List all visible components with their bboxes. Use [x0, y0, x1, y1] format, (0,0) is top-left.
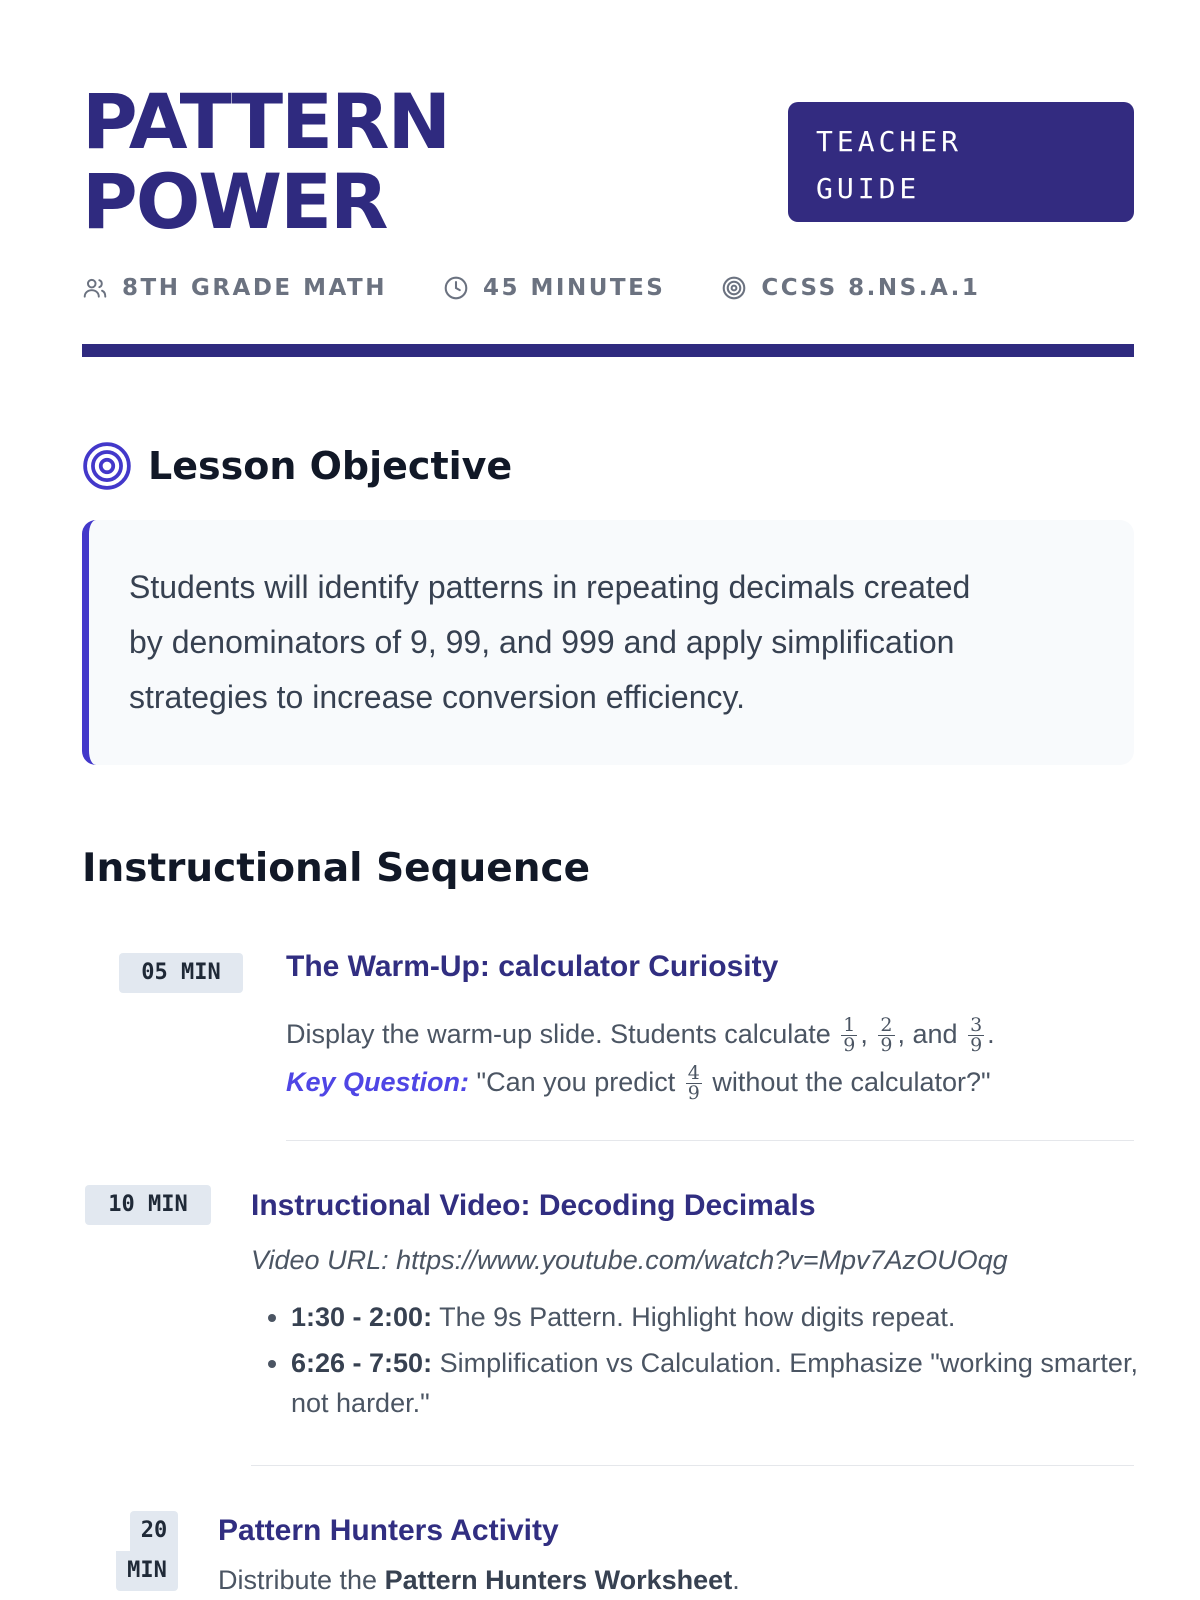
fraction-numerator: 2	[880, 1014, 893, 1037]
step-2-title: Instructional Video: Decoding Decimals	[251, 1189, 816, 1222]
worksheet-name: Pattern Hunters Worksheet	[384, 1565, 733, 1595]
meta-standard-label: CCSS 8.NS.A.1	[761, 275, 981, 301]
meta-grade-label: 8TH GRADE MATH	[122, 275, 387, 301]
fraction-denominator: 9	[843, 1034, 856, 1057]
step-divider	[251, 1465, 1134, 1466]
fraction-numerator: 4	[687, 1062, 700, 1085]
timestamp-note: The 9s Pattern. Highlight how digits repeat.	[439, 1302, 956, 1332]
objective-text-line-2: by denominators of 9, 99, and 999 and apply simplification	[129, 624, 955, 660]
step-3-title: Pattern Hunters Activity	[218, 1514, 559, 1547]
header	[82, 0, 1134, 260]
fraction-numerator: 3	[970, 1014, 983, 1037]
meta-duration-label: 45 MINUTES	[483, 275, 666, 301]
fraction-denominator: 9	[880, 1034, 893, 1057]
video-url[interactable]: Video URL: https://www.youtube.com/watch?v=Mpv7AzOUOqg	[251, 1245, 1008, 1275]
fraction-denominator: 9	[970, 1034, 983, 1057]
title-line-1: PATTERN	[82, 77, 450, 166]
step-1-body	[286, 1010, 995, 1106]
sentence-end: .	[987, 1019, 995, 1049]
sentence-end: .	[732, 1565, 740, 1595]
target-icon	[82, 441, 132, 491]
meta-standard	[721, 275, 980, 301]
step-1-duration-tag: 05 MIN	[119, 953, 243, 993]
objective-heading	[82, 436, 512, 496]
timestamp-note: Simplification vs Calculation. Emphasize "working smarter, not harder."	[291, 1348, 1138, 1418]
fraction-numerator: 1	[843, 1014, 856, 1037]
key-question-label: Key Question:	[286, 1067, 470, 1097]
fraction-separator: ,	[860, 1019, 868, 1049]
objective-text-line-1: Students will identify patterns in repeating decimals created	[129, 569, 971, 605]
target-icon	[721, 275, 747, 301]
fraction-3-9	[968, 1016, 984, 1055]
badge-line-1: TEACHER	[816, 125, 963, 158]
step-3-duration-tag-bottom: MIN	[116, 1551, 178, 1591]
lesson-meta	[82, 270, 1036, 306]
timestamp-range: 6:26 - 7:50:	[291, 1348, 433, 1378]
objective-text-line-3: strategies to increase conversion efficiency.	[129, 679, 746, 715]
fraction-denominator: 9	[687, 1082, 700, 1105]
page-title	[82, 77, 450, 246]
timestamp-range: 1:30 - 2:00:	[291, 1302, 433, 1332]
timestamp-item	[291, 1297, 1174, 1337]
meta-duration	[443, 275, 665, 301]
key-question-suffix: without the calculator?"	[712, 1067, 991, 1097]
video-timestamps	[251, 1297, 1174, 1429]
key-question-text: "Can you predict	[476, 1067, 676, 1097]
users-icon	[82, 275, 108, 301]
meta-grade	[82, 275, 387, 301]
timestamp-item	[291, 1343, 1174, 1423]
header-divider	[82, 344, 1134, 357]
badge-line-2: GUIDE	[816, 172, 921, 205]
fraction-4-9	[686, 1064, 702, 1103]
fraction-1-9	[841, 1016, 857, 1055]
step-divider	[286, 1140, 1134, 1141]
step-1-title: The Warm-Up: calculator Curiosity	[286, 950, 779, 983]
clock-icon	[443, 275, 469, 301]
objective-title: Lesson Objective	[148, 444, 513, 488]
step-1-line-1-text: Display the warm-up slide. Students calculate	[286, 1019, 831, 1049]
step-3-body-text: Distribute the	[218, 1565, 378, 1595]
fraction-2-9	[878, 1016, 894, 1055]
objective-box	[82, 520, 1134, 765]
sequence-heading: Instructional Sequence	[82, 846, 591, 891]
fraction-separator: , and	[897, 1019, 958, 1049]
step-1-line-1	[286, 1010, 995, 1058]
teacher-guide-badge	[788, 102, 1134, 222]
step-3-duration-tag-top: 20	[130, 1511, 178, 1551]
title-line-2: POWER	[82, 157, 387, 246]
step-1-line-2	[286, 1058, 995, 1106]
step-2-duration-tag: 10 MIN	[85, 1185, 211, 1225]
teacher-guide-page	[82, 0, 1138, 1595]
step-3-body	[218, 1562, 740, 1598]
